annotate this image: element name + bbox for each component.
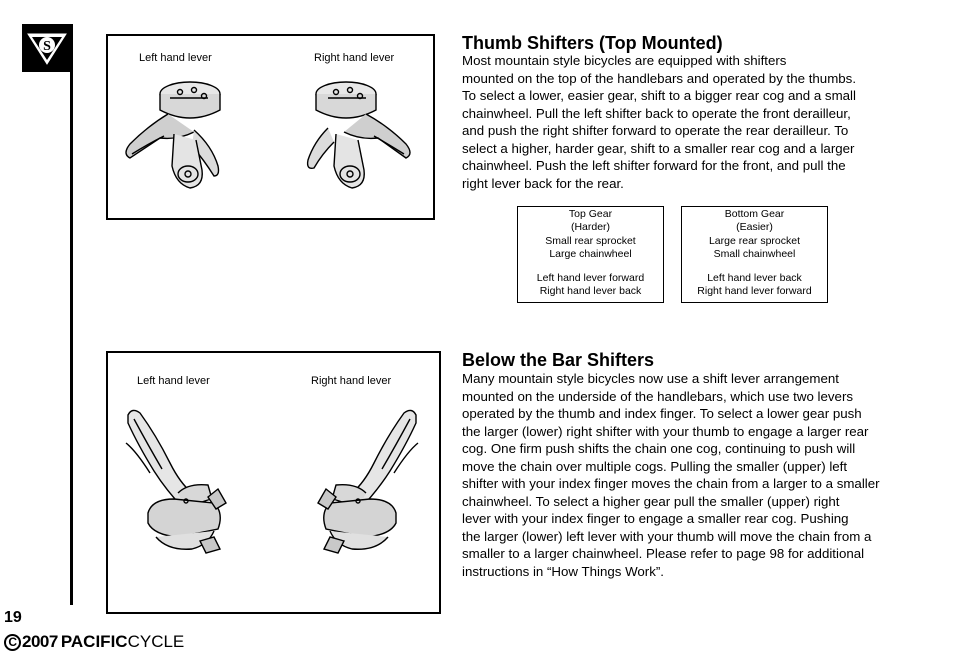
section1-line: right lever back for the rear. [462,175,624,191]
gear-box-line: Right hand lever back [539,285,642,298]
figure1-right-caption: Right hand lever [314,52,395,64]
gear-box-line: Large rear sprocket [708,234,801,247]
below-bar-shifter-illustration [108,353,439,612]
section2-line: mounted on the underside of the handlebars, which use two levers [462,388,854,404]
gear-box-subtitle: (Easier) [736,221,773,234]
section2-line: instructions in “How Things Work”. [462,563,664,579]
section2-heading: Below the Bar Shifters [462,350,655,370]
right-below-bar-shifter-drawing [318,410,418,553]
section1-line: Most mountain style bicycles are equipped with shifters [462,53,787,68]
right-thumb-shifter-drawing [308,82,410,188]
section1-body [462,52,932,192]
thumb-shifter-illustration [108,36,433,218]
section1-line: mounted on the top of the handlebars and operated by the thumbs. [462,70,857,86]
top-gear-box [517,206,664,303]
gear-box-line: Left hand lever back [707,271,802,284]
brand-logo [22,24,72,72]
gear-box-title: Top Gear [568,208,613,220]
shield-logo-icon [22,24,72,72]
section1-line: To select a lower, easier gear, shift to a bigger rear cog and a small [462,88,856,103]
gear-box-title: Bottom Gear [724,208,785,220]
below-bar-shifter-figure [106,351,441,614]
section2-line: shifter with your index finger moves the chain from a larger to a smaller [462,476,880,491]
gear-box-line: Left hand lever forward [536,271,645,284]
page-number: 19 [4,609,22,626]
gear-box-line: Right hand lever forward [697,285,812,298]
section1-line: select a higher, harder gear, shift to a smaller rear cog and a larger [462,140,855,156]
footer-year: 2007 [22,632,58,651]
section2-line: lever with your index finger to engage a smaller rear cog. Pushing [462,511,849,526]
thumb-shifter-figure [106,34,435,220]
left-thumb-shifter-drawing [126,82,220,188]
bottom-gear-box [681,206,828,303]
figure2-right-caption: Right hand lever [311,375,392,387]
section1-heading: Thumb Shifters (Top Mounted) [462,33,723,53]
vertical-rule [70,24,73,605]
section2-line: the larger (lower) right shifter with your thumb to engage a larger rear [462,423,869,439]
gear-box-line: Large chainwheel [549,248,632,261]
section2-line: Many mountain style bicycles now use a shift lever arrangement [462,371,839,386]
section1-line: chainwheel. Push the left shifter forward for the front, and pull the [462,158,846,173]
section1-line: and push the right shifter forward to operate the rear derailleur. To [462,123,849,138]
figure1-left-caption: Left hand lever [139,52,212,64]
left-below-bar-shifter-drawing [126,410,226,553]
footer-brand-bold: PACIFIC [60,632,128,651]
section2-line: cog. One firm push shifts the chain one cog, continuing to push will [462,441,856,456]
section1-line: chainwheel. Pull the left shifter back to operate the front derailleur, [462,105,851,121]
svg-text:S: S [43,39,51,54]
footer-brand-light: CYCLE [127,632,185,651]
section2-line: chainwheel. To select a higher gear pull the smaller (upper) right [462,493,840,509]
section2-line: the larger (lower) left lever with your thumb will move the chain from a [462,528,872,544]
gear-box-subtitle: (Harder) [570,221,611,234]
section2-line: smaller to a larger chainwheel. Please refer to page 98 for additional [462,546,865,561]
copyright-icon: C [4,634,21,651]
section2-line: move the chain over multiple cogs. Pulling the smaller (upper) left [462,458,848,474]
gear-box-line: Small chainwheel [713,248,796,261]
footer-copyright [4,631,184,653]
section2-line: operated by the thumb and index finger. To select a lower gear push [462,406,862,421]
gear-box-line: Small rear sprocket [545,234,636,247]
section2-body [462,370,932,580]
figure2-left-caption: Left hand lever [137,375,210,387]
